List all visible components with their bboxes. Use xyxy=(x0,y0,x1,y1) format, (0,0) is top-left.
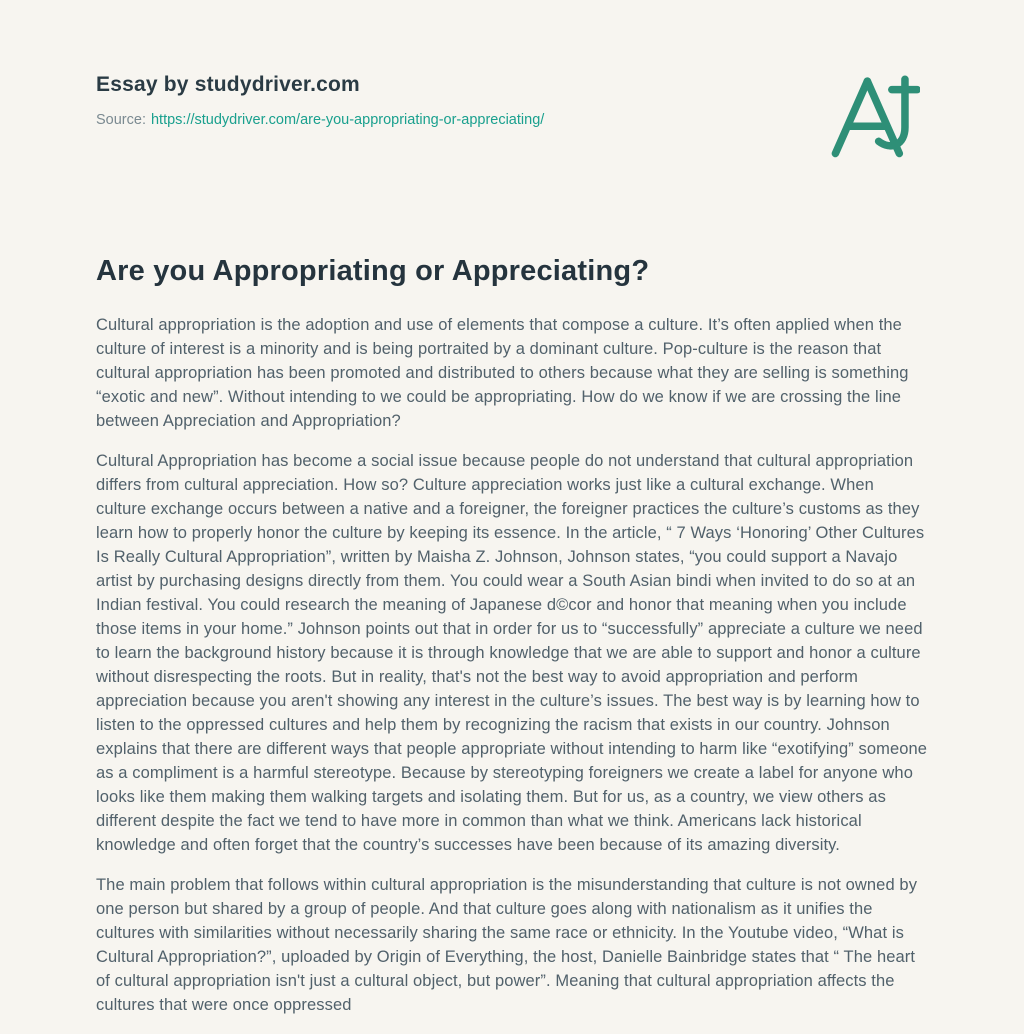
essay-body xyxy=(96,253,928,1017)
essay-title: Are you Appropriating or Appreciating? xyxy=(96,255,650,287)
source-url-link[interactable]: https://studydriver.com/are-you-appropriating-or-appreciating/ xyxy=(150,112,545,128)
essay-paragraph-1: Cultural appropriation is the adoption and use of elements that compose a culture. It’s often applied when the culture of interest is a minority and is being portraited by a dominant culture. Pop-culture is the reason that cultural appropriation has been promoted and distributed to others because what they are selling is something “exotic and new”. Without intending to we could be appropriating. How do we know if we are crossing the line between Appreciation and Appropriation? xyxy=(96,316,909,430)
source-line xyxy=(96,111,928,129)
essay-byline: Essay by studydriver.com xyxy=(96,73,360,96)
essay-paragraph-2: Cultural Appropriation has become a social issue because people do not understand that cultural appropriation differs from cultural appreciation. How so? Culture appreciation works just like a cultural exchange. When culture exchange occurs between a native and a foreigner, the foreigner practices the culture’s customs as they learn how to properly honor the culture by keeping its essence. In the article, “ 7 Ways ‘Honoring’ Other Cultures Is Really Cultural Appropriation”, written by Maisha Z. Johnson, Johnson states, “you could support a Navajo artist by purchasing designs directly from them. You could wear a South Asian bindi when invited to do so at an Indian festival. You could research the meaning of Japanese d©cor and honor that meaning when you include those items in your home.” Johnson points out that in order for us to “successfully” appreciate a culture we need to learn the background history because it is through knowledge that we are able to support and honor a culture without disrespecting the roots. But in reality, that's not the best way to avoid appropriation and perform appreciation because you aren't showing any interest in the culture’s issues. The best way is by learning how to listen to the oppressed cultures and help them by recognizing the racism that exists in our country. Johnson explains that there are different ways that people appropriate without intending to harm like “exotifying” someone as a compliment is a harmful stereotype. Because by stereotyping foreigners we create a label for anyone who looks like them making them walking targets and isolating them. But for us, as a country, we view others as different despite the fact we tend to have more in common than what we think. Americans lack historical knowledge and often forget that the country’s successes have been because of its amazing diversity. xyxy=(96,452,928,854)
essay-paragraph-3: The main problem that follows within cultural appropriation is the misunderstanding that culture is not owned by one person but shared by a group of people. And that culture goes along with nationalism as it unifies the cultures with similarities without necessarily sharing the same race or ethnicity. In the Youtube video, “What is Cultural Appropriation?”, uploaded by Origin of Everything, the host, Danielle Bainbridge states that “ The heart of cultural appropriation isn't just a cultural object, but power”. Meaning that cultural appropriation affects the cultures that were once oppressed xyxy=(96,876,918,1014)
source-label: Source: xyxy=(96,112,146,128)
studydriver-logo-icon xyxy=(826,68,920,162)
page-header xyxy=(96,72,928,129)
header-text-block xyxy=(96,72,928,129)
